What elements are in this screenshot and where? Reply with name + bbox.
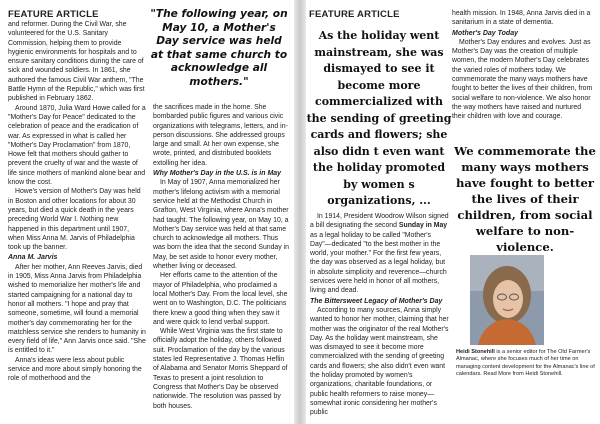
paragraph: Anna's ideas were less about public service and more about simply honoring the role of motherhood and the — [8, 356, 142, 383]
right-column-2 — [452, 9, 596, 122]
paragraph: After her mother, Ann Reeves Jarvis, died in 1905, Miss Anna Jarvis from Philadelphia wished to memorialize her mother's life and started campaigning for a national day to honor all mothers. "I hope and pray that someone, sometime, will found a memorial mother's day commemorating her for the matchless service she renders to humanity in every field of life," Ann Jarvis once said. "She is entitled to it." — [8, 263, 146, 355]
right-column-1 — [310, 212, 450, 418]
paragraph: In May of 1907, Anna memorialized her mother's lifelong activism with a memorial service held at the Methodist Church in Grafton, West Virginia, where Anna's mother had taught. The following year, on May 10, a Mother's Day service was held at that same church to acknowledge all mothers. Thus was born the idea that the second Sunday in May, be set aside to honor every mother, whether living or deceased. — [153, 179, 289, 271]
subhead-anna-jarvis: Anna M. Jarvis — [8, 254, 58, 262]
author-photo — [470, 255, 544, 345]
section-header: FEATURE ARTICLE — [8, 9, 99, 20]
paragraph: Mother's Day endures and evolves. Just as Mother's Day was the creation of multiple women, the modern Mother's Day celebrates the varied roles of mothers today. We commemorate the many ways mothers have fought to better the lives of their children, from social welfare to non-violence. We also honor the way mothers have raised and nurtured their children with love and courage. — [452, 38, 593, 121]
page-gutter — [294, 0, 306, 424]
author-caption: Heidi Stonehill is a senior editor for The Old Farmer's Almanac, where she focuses much of her time on managing content development for the Almanac's line of calendars. Read More from Heidi Stonehill. — [456, 349, 595, 378]
left-column-1 — [8, 20, 146, 384]
subhead-why-may: Why Mother's Day in the U.S. is in May — [153, 170, 282, 178]
paragraph: Around 1870, Julia Ward Howe called for a "Mother's Day for Peace" dedicated to the celebration of peace and the eradication of war. As expressed in what is called her "Mother's Day Proclamation" from 1870, Howe felt that mothers should gather to prevent the cruelty of war and the waste of life since mothers of mankind alone bear and know the cost. — [8, 104, 146, 187]
left-column-2 — [153, 103, 289, 411]
paragraph: While West Virginia was the first state to officially adopt the holiday, others followed suit. Proclamation of the day by the various states led Representative J. Thomas Heflin of Alabama and Senator Morris Sheppard of Texas to present a joint resolution to Congress that Mother's Day be observed nationwide. The resolution was passed by both houses. — [153, 328, 288, 410]
left-page — [0, 0, 294, 424]
paragraph: Howe's version of Mother's Day was held in Boston and other locations for about 30 years, but died a quick death in the years preceding World War I. Nothing new happened in this department until 1907, when Miss Anna M. Jarvis of Philadelphia took up the banner. — [8, 188, 141, 252]
pull-quote: "The following year, on May 10, a Mother's Day service was held at that same church to acknowledge all mothers." — [150, 8, 288, 88]
pull-quote: As the holiday went mainstream, she was dismayed to see it become more commercialized with the sending of greeting cards and flowers; she also didn t even want the holiday promoted by women s organizations, ... — [306, 29, 452, 207]
paragraph: According to many sources, Anna simply wanted to honor her mother, claiming that her mother was the originator of the real Mother's Day. As the holiday went mainstream, she was dismayed to see it become more commercialized with the sending of greeting cards and flowers; she also didn't even want the holiday promoted by women's organizations, charitable foundations, or public health reformers to raise money—somewhat ironic considering her mother's public — [310, 306, 449, 417]
subhead-mothers-day-today: Mother's Day Today — [452, 29, 518, 37]
paragraph: health mission. In 1948, Anna Jarvis died in a sanitarium in a state of dementia. — [452, 10, 591, 27]
author-portrait-icon — [470, 255, 544, 345]
section-header: FEATURE ARTICLE — [309, 9, 400, 20]
paragraph: and reformer. During the Civil War, she volunteered for the U.S. Sanitary Commission, helping them to provide hygienic environments for hospitals and to ensure sanitary conditions during the care of sick and wounded soldiers. In 1861, she authored the famous Civil War anthem, "The Battle Hymn of the Republic," which was first published in February 1862. — [8, 21, 145, 103]
paragraph: In 1914, President Woodrow Wilson signed a bill designating the second Sunday in May as a legal holiday to be called "Mother's Day"—dedicated "to the best mother in the world, your mother." For the first few years, the day was observed as a legal holiday, but in absolute simplicity and reverence—church services were held in honor of all mothers, living and dead. — [310, 213, 449, 295]
paragraph: Her efforts came to the attention of the mayor of Philadelphia, who proclaimed a local Mother's Day. From the local level, she went on to Washington, D.C. The politicians there knew a good thing when they saw it and were quick to lend verbal support. — [153, 272, 288, 326]
paragraph: the sacrifices made in the home. She bombarded public figures and various civic organizations with telegrams, letters, and in-person discussions. She addressed groups large and small. At her own expense, she wrote, printed, and distributed booklets extolling her idea. — [153, 104, 288, 167]
pull-quote-2: We commemorate the many ways mothers have fought to better the lives of their children, from social welfare to non-violence. — [454, 144, 596, 254]
subhead-bittersweet: The Bittersweet Legacy of Mother's Day — [310, 297, 443, 305]
